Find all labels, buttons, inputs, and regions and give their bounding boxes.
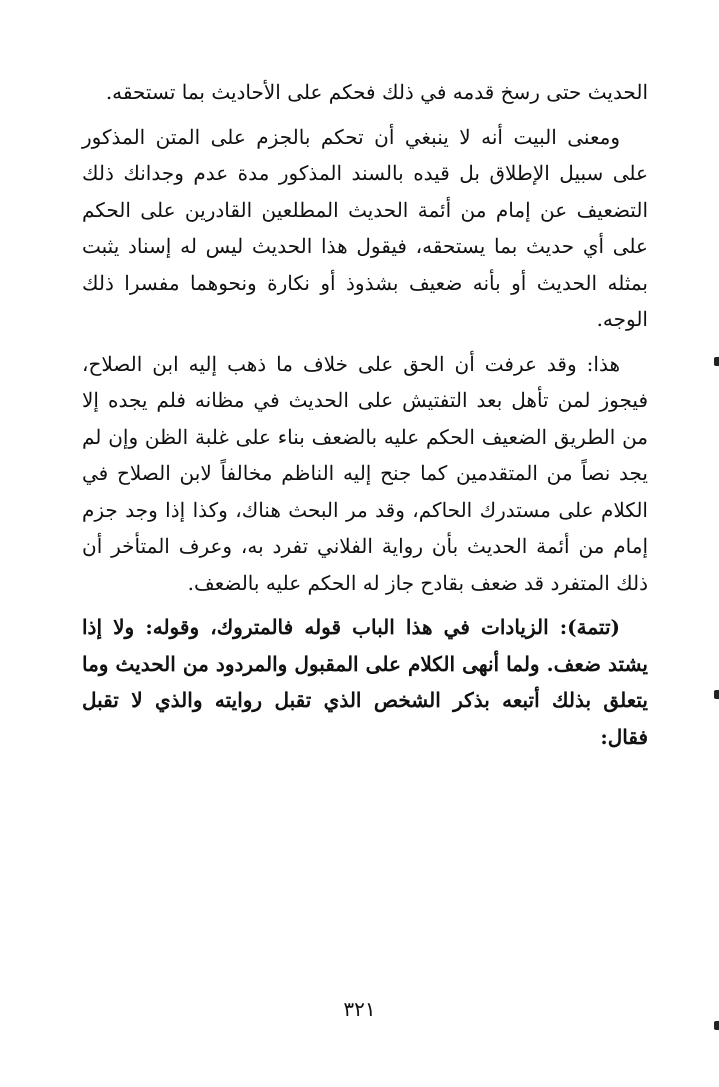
scan-edge-mark (714, 357, 719, 366)
paragraph-ibn-salah: هذا: وقد عرفت أن الحق على خلاف ما ذهب إليه ابن الصلاح، فيجوز لمن تأهل بعد التفتيش على الحديث في مظانه فلم يجده إلا من الطريق الضعيف الحكم عليه بالضعف بناء على غلبة الظن وإن لم يجد نصاً من المتقدمين كما جنح إليه الناظم مخالفاً لابن الصلاح في الكلام على مستدرك الحاكم، وقد مر البحث هناك، وكذا إذا وجد جزم إمام من أئمة الحديث بأن رواية الفلاني تفرد به، وعرف المتأخر أن ذلك المتفرد قد ضعف بقادح جاز له الحكم عليه بالضعف. (82, 351, 648, 595)
scan-edge-mark (714, 690, 719, 699)
paragraph-continuation: الحديث حتى رسخ قدمه في ذلك فحكم على الأحاديث بما تستحقه. (105, 80, 648, 104)
page-number: ٣٢١ (343, 997, 376, 1021)
page-body (82, 74, 648, 755)
scan-edge-mark (714, 1021, 719, 1030)
paragraph-verse-meaning: ومعنى البيت أنه لا ينبغي أن تحكم بالجزم على المتن المذكور على سبيل الإطلاق بل قيده بالسند المذكور مدة عدم وجدانك ذلك التضعيف عن إمام من أئمة الحديث المطلعين القادرين على الحكم على أي حديث بما يستحقه، فيقول هذا الحديث ليس له إسناد يثبت بمثله الحديث أو بأنه ضعيف بشذوذ أو نكارة ونحوهما مفسرا ذلك الوجه. (82, 124, 648, 331)
paragraph-addendum: (تتمة): الزيادات في هذا الباب قوله فالمتروك، وقوله: ولا إذا يشتد ضعف. ولما أنهى الكلام على المقبول والمردود من الحديث وما يتعلق بذلك أتبعه بذكر الشخص الذي تقبل روايته والذي لا تقبل فقال: (82, 615, 648, 749)
